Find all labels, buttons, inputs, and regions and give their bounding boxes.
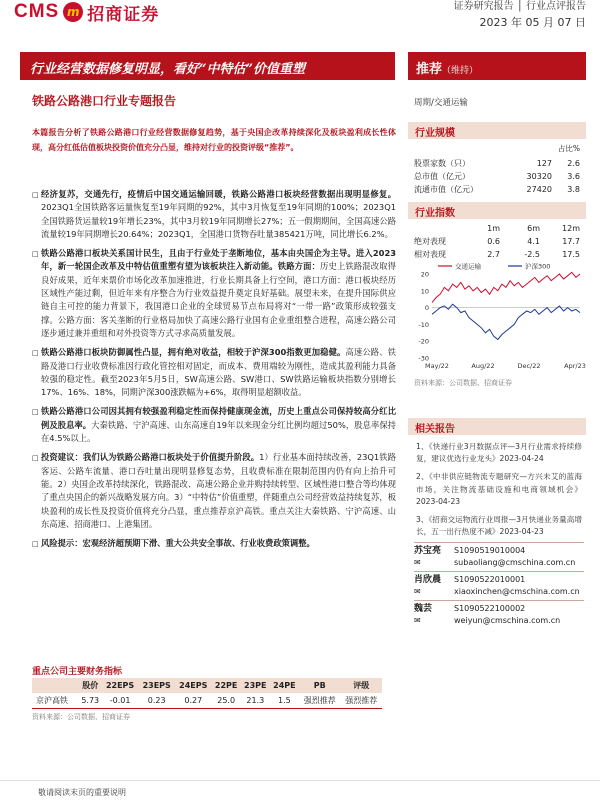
cell: -0.01 [102,693,139,709]
row-pct: 3.8 [567,185,580,194]
bullet-bold: 铁路公路港口公司因其拥有较强盈利稳定性而保持健康现金流，历史上重点公司保持较高分红比例及股息率。 [41,406,396,430]
industry-index-heading: 行业指数 [408,202,586,219]
col-header: 6m [527,224,540,233]
report-title: 行业经营数据修复明显，看好“中特估”价值重塑 [20,52,395,80]
logo [14,0,214,24]
cell: 17.7 [562,237,580,246]
row-label: 股票家数（只） [414,159,470,168]
industry-scale-table [414,143,580,196]
analyst [414,542,584,568]
col-header: 24EPS [175,678,212,693]
row-value: 27420 [526,185,552,194]
y-tick-label: -20 [418,337,429,346]
y-tick-label: 0 [424,304,429,313]
related-report-item[interactable]: 3、《招商交运物流行业周报—3月快递业务量高增长，五一出行热度不减》2023-04-23 [416,515,582,537]
cell: 0.27 [175,693,212,709]
col-header: 23PE [241,678,270,693]
row-label: 绝对表现 [414,237,446,246]
series-line [432,304,580,339]
bullet-item [32,247,396,340]
bullet-square-icon: □ [32,454,39,463]
industry-unit: 占比% [557,144,580,153]
cell: 0.23 [138,693,175,709]
x-tick-label: Aug/22 [471,362,495,370]
related-reports [416,441,582,544]
bullet-text: 历史上铁路混改取得良好成果，近年来票价市场化改革加速推进，行业长期具备上行空间，港口方面：港口板块经历区域性产能过剩，但近年来有序整合为行业效益提升奠定良好基础。展望未来，在提升国际供应链自主可控的能力背景下，我国港口企业的全球贸易节点布局将对“一带一路”政策形成较强支撑。公路方面： [41,261,396,325]
related-report-item[interactable]: 1、《快递行业3月数据点评—3月行业需求持续修复，建议优选行业龙头》2023-04-24 [416,442,582,464]
col-header: 23EPS [138,678,175,693]
legend-label: 沪深300 [525,262,551,271]
cell: 5.73 [79,693,102,709]
col-header [32,678,79,693]
financial-table-title: 重点公司主要财务指标 [32,667,123,677]
bullet-square-icon: □ [32,540,39,549]
bullet-square-icon: □ [32,250,39,259]
x-tick-label: May/22 [425,362,449,370]
bullet-text: 高速公路、铁路及港口行业收费标准因行政化管控相对固定，而成本、费用端较为刚性，造成其盈利能力具备较强的稳定性。截至2023年5月5日，SW高速公路、SW港口、SW铁路运输板块指数分别增长17%、16%、18%，同期沪深300涨跌幅为+6%，取得明显超额收益。 [41,347,396,398]
col-header: 22PE [212,678,241,693]
bullet-bold: 风险提示：宏观经济超预期下滑、重大公共安全事故、行业收费政策调整。 [41,538,315,549]
industry-scale-heading: 行业规模 [408,122,586,139]
col-header: 股价 [79,678,102,693]
rating: 推荐 [416,62,443,77]
sector-label: 周期/交通运输 [414,98,468,108]
mail-icon: ✉ [414,616,421,625]
cell: 4.1 [527,237,540,246]
logo-cn: 招商证券 [87,4,160,25]
cell: 强烈推荐 [340,693,382,709]
bullet-item [32,405,396,445]
bullet-text: 大秦铁路、宁沪高速、山东高速自19年以来现金分红比例均超过50%，股息率保持在4.5%以上。 [41,419,396,444]
header-meta [454,0,586,30]
table-row [414,235,580,248]
col-header: 1m [487,224,500,233]
table-row [414,157,580,170]
legend-label: 交通运输 [455,262,481,271]
bullet-text: 2023Q1全国铁路客运量恢复至19年同期的92%，其中3月恢复至19年同期的100%；2023Q1全国铁路货运量较19年增长23%，其中3月较19年同期增长27%；五一假期期间，全国高速公路流量较19年同期增长20.64%；2023Q1，全国港口货物吞吐量385421万吨，同比增长6.2%。 [41,202,396,239]
rating-banner [408,52,586,80]
analyst-email[interactable]: weiyun@cmschina.com.cn [454,616,561,625]
row-value: 30320 [526,172,552,181]
cell: 1.5 [270,693,299,709]
analyst-email[interactable]: xiaoxinchen@cmschina.com.cn [454,587,580,596]
corner-cell [414,222,460,235]
col-header: 12m [562,224,580,233]
cell: 0.6 [487,237,500,246]
cell: 25.0 [212,693,241,709]
row-value: 127 [536,159,552,168]
logo-mark-icon: m [63,2,83,22]
bullet-bold: 经济复苏，交通先行，疫情后中国交通运输回暖，铁路公路港口板块经营数据出现明显修复。 [41,189,396,199]
cell: 2.7 [487,250,500,259]
bullet-bold: 铁路公路港口板块关系国计民生，且由于行业处于垄断地位，基本由央国企为主导。进入2023年，新一轮国企改革及中特估值重塑有望为该板块注入新动能。铁路方面： [41,248,396,272]
bullet-square-icon: □ [32,191,39,199]
col-header: 24PE [270,678,299,693]
analyst-name: 魏芸 [414,604,433,614]
table-header-row [414,222,580,235]
bullet-item [32,346,396,399]
table-row [414,183,580,196]
x-tick-label: Apr/23 [564,362,586,370]
col-header: PB [299,678,340,693]
row-label: 流通市值（亿元） [414,185,478,194]
cell: 17.5 [562,250,580,259]
index-performance-chart [410,260,586,375]
analyst [414,571,584,597]
table-row [414,170,580,183]
row-pct: 2.6 [567,159,580,168]
related-report-item[interactable]: 2、《中非供应链物流专题研究—方兴未艾的蓝海市场，关注物流基础设施和电商领域机会》2023-04-23 [416,472,582,506]
mail-icon: ✉ [414,558,421,567]
x-tick-label: Dec/22 [517,362,541,370]
bullet-item [32,188,396,241]
y-tick-label: 20 [420,270,429,279]
table-row [32,693,382,709]
row-pct: 3.6 [567,172,580,181]
bullet-square-icon: □ [32,408,39,417]
cell: -2.5 [524,250,540,259]
analyst-list [414,542,584,629]
table-header-row [32,678,382,693]
cell: 21.3 [241,693,270,709]
analyst-license: S1090522010001 [454,575,526,584]
financial-table [32,678,382,709]
rating-note: （维持） [442,66,479,76]
row-label: 相对表现 [414,250,446,259]
bullet-text: 1）行业基本面持续改善，23Q1铁路客运、公路车流量、港口吞吐量出现明显修复态势，且收费标准在限制范围内仍有向上抬升可能。2）央国企改革持续深化，铁路混改、高速公路企业并购持续转型、区域性港口整合等均体现了重点央国企的新兴战略发展方向。3）“中特估”价值重塑，伴随重点公司经营效益持续复苏，板块盈利的成长性及投资价值将充分凸显，重点推荐京沪高铁。重点关注大秦铁路、宁沪高速、山东高速、招商港口、上港集团。 [41,452,396,529]
y-tick-label: -30 [418,354,429,363]
footer-divider [0,780,600,781]
mail-icon: ✉ [414,587,421,596]
row-label: 总市值（亿元） [414,172,470,181]
analyst-name: 肖欣晨 [414,575,442,585]
analyst [414,600,584,626]
col-header: 22EPS [102,678,139,693]
logo-latin: CMS [14,1,60,22]
y-tick-label: 10 [420,287,429,296]
summary: 本篇报告分析了铁路公路港口行业经营数据修复趋势，基于央国企改革持续深化及板块盈利成长性体现，高分红低估值板块投资价值充分凸显，维持对行业的投资评级“推荐”。 [32,128,396,152]
report-subtitle: 铁路公路港口行业专题报告 [32,94,177,108]
col-header: 评级 [340,678,382,693]
report-date: 2023 年 05 月 07 日 [479,16,586,29]
analyst-license: S1090522100002 [454,604,526,613]
industry-index-table [414,222,580,261]
analyst-email[interactable]: subaoliang@cmschina.com.cn [454,558,576,567]
report-type: 证券研究报告 │ 行业点评报告 [453,1,586,12]
bullet-list [32,188,396,556]
y-tick-label: -10 [418,320,429,329]
bullet-text: 客关垄断的行业格局加快了高速公路行业国有企业重组整合进程，高速公路公司逐步通过兼并重组和对外投资等方式寻求高质量发展。 [41,314,396,338]
related-reports-heading: 相关报告 [408,418,586,435]
cell: 京沪高铁 [32,693,79,709]
bullet-item [32,537,396,550]
bullet-bold: 投资建议：我们认为铁路公路港口板块处于价值提升阶段。 [41,452,260,463]
footer-note: 敬请阅读末页的重要说明 [38,788,126,797]
analyst-license: S1090519010004 [454,546,526,555]
series-line [432,272,580,302]
bullet-item [32,451,396,531]
bullet-square-icon: □ [32,349,39,358]
analyst-name: 苏宝亮 [414,546,442,556]
bullet-bold: 铁路公路港口板块防御属性凸显，拥有绝对收益，相较于沪深300指数更加稳健。 [41,347,346,358]
chart-source: 资料来源：公司数据、招商证券 [414,379,512,387]
financial-table-source: 资料来源：公司数据、招商证券 [32,713,130,721]
cell: 强烈推荐 [299,693,340,709]
